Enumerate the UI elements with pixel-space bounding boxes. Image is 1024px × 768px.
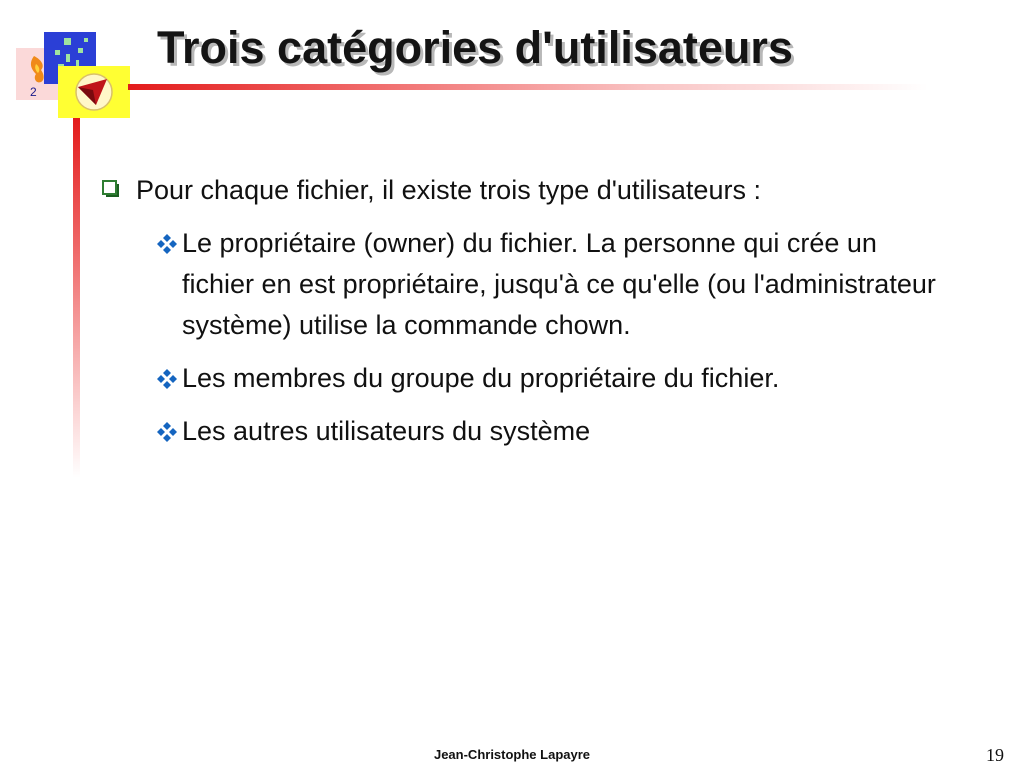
- bullet-level2: [98, 358, 978, 399]
- bullet-text: Le propriétaire (owner) du fichier. La personne qui crée un fichier en est propriétaire, jusqu'à ce qu'elle (ou l'administrateur système) utilise la commande chown.: [182, 228, 936, 340]
- footer-author: Jean-Christophe Lapayre: [433, 747, 591, 762]
- bullet-level1: [98, 170, 978, 211]
- bullet-level2: [98, 411, 978, 452]
- bullet-text: Pour chaque fichier, il existe trois type d'utilisateurs :: [136, 175, 761, 205]
- slide-title: Trois catégories d'utilisateurs: [157, 22, 793, 73]
- page-number: 19: [986, 745, 1004, 765]
- diamond-four-icon: [156, 421, 178, 443]
- bullet-text: Les autres utilisateurs du système: [182, 416, 591, 446]
- diamond-four-icon: [156, 233, 178, 255]
- title-underline: [128, 84, 928, 90]
- checkbox-outline-icon: [102, 180, 120, 198]
- side-accent-bar: [73, 118, 80, 478]
- slide-logo-icon: [14, 30, 132, 120]
- diamond-four-icon: [156, 368, 178, 390]
- svg-text:2: 2: [30, 85, 37, 99]
- slide-body: [98, 170, 978, 452]
- bullet-text: Les membres du groupe du propriétaire du fichier.: [182, 363, 780, 393]
- bullet-level2: [98, 223, 978, 346]
